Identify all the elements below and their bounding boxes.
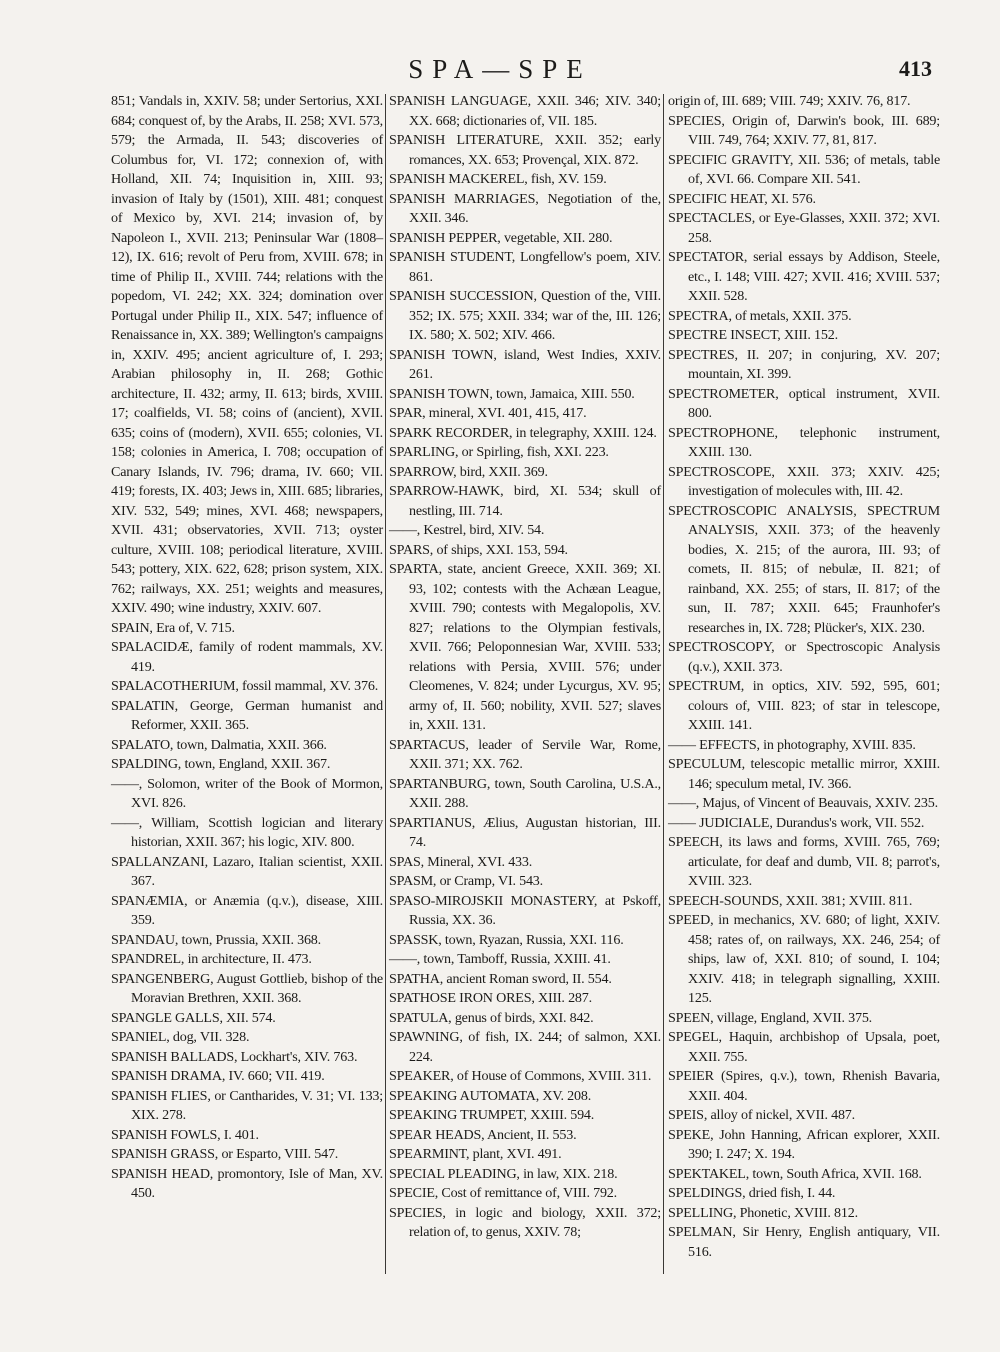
index-entry: SPARLING, or Spirling, fish, XXI. 223.	[389, 444, 609, 460]
index-entry: SPECTRE INSECT, XIII. 152.	[668, 327, 838, 343]
index-entry: SPEAKING TRUMPET, XXIII. 594.	[389, 1107, 595, 1123]
index-entry: SPECIES, Origin of, Darwin's book, III. 689; VIII. 749, 764; XXIV. 77, 81, 817.	[668, 112, 940, 148]
index-entry: SPEKE, John Hanning, African explorer, XXII. 390; I. 247; X. 194.	[668, 1126, 940, 1162]
index-entry: SPANGLE GALLS, XII. 574.	[111, 1009, 276, 1026]
index-entry: SPANISH TOWN, island, West Indies, XXIV. 261.	[389, 346, 661, 382]
index-entry: SPARS, of ships, XXI. 153, 594.	[389, 541, 568, 558]
index-entry: SPANISH BALLADS, Lockhart's, XIV. 763.	[111, 1048, 358, 1065]
index-entry: SPASSK, town, Ryazan, Russia, XXI. 116.	[389, 931, 624, 948]
index-entry: origin of, III. 689; VIII. 749; XXIV. 76, 817.	[668, 93, 911, 109]
index-entry: SPANISH SUCCESSION, Question of the, VIII. 352; IX. 575; XXII. 334; war of the, III. 126; IX. 580; X. 502; XIV. 466.	[389, 288, 661, 343]
index-entry: SPECTROSCOPY, or Spectroscopic Analysis (q.v.), XXII. 373.	[668, 639, 940, 675]
index-entry: SPECIES, in logic and biology, XXII. 372; relation of, to genus, XXIV. 78;	[389, 1204, 661, 1240]
index-entry: SPANISH HEAD, promontory, Isle of Man, XV. 450.	[111, 1165, 383, 1201]
index-entry: SPELLING, Phonetic, XVIII. 812.	[668, 1204, 858, 1221]
index-entry: SPANISH PEPPER, vegetable, XII. 280.	[389, 229, 613, 246]
index-entry: SPARROW-HAWK, bird, XI. 534; skull of nestling, III. 714.	[389, 483, 661, 519]
index-entry: SPALATIN, George, German humanist and Reformer, XXII. 365.	[111, 697, 383, 733]
index-entry: SPANISH LANGUAGE, XXII. 346; XIV. 340; XX. 668; dictionaries of, VII. 185.	[389, 93, 661, 129]
index-entry: SPECTRES, II. 207; in conjuring, XV. 207; mountain, XI. 399.	[668, 346, 940, 382]
index-entry: SPANGENBERG, August Gottlieb, bishop of the Moravian Brethren, XXII. 368.	[111, 970, 383, 1006]
index-entry: SPALLANZANI, Lazaro, Italian scientist, XXII. 367.	[111, 853, 383, 889]
page-number: 413	[899, 56, 932, 81]
index-entry: SPECIFIC HEAT, XI. 576.	[668, 190, 816, 207]
index-entry: SPATHA, ancient Roman sword, II. 554.	[389, 970, 612, 987]
index-entry: SPAWNING, of fish, IX. 244; of salmon, XXI. 224.	[389, 1029, 661, 1065]
index-entry: SPECULUM, telescopic metallic mirror, XXIII. 146; speculum metal, IV. 366.	[668, 756, 940, 792]
index-entry: SPALACOTHERIUM, fossil mammal, XV. 376.	[111, 678, 379, 694]
index-entry: SPANÆMIA, or Anæmia (q.v.), disease, XIII. 359.	[111, 892, 383, 928]
index-entry: SPARTIANUS, Ælius, Augustan historian, III. 74.	[389, 814, 661, 850]
index-entry: SPECTACLES, or Eye-Glasses, XXII. 372; XVI. 258.	[668, 210, 940, 246]
index-entry: SPEIS, alloy of nickel, XVII. 487.	[668, 1107, 855, 1123]
index-entry: SPASM, or Cramp, VI. 543.	[389, 873, 543, 889]
page-header	[0, 54, 1000, 88]
index-entry: SPANISH MARRIAGES, Negotiation of the, XXII. 346.	[389, 190, 661, 226]
index-entry: SPALDING, town, England, XXII. 367.	[111, 756, 331, 772]
index-entry: SPELMAN, Sir Henry, English antiquary, VII. 516.	[668, 1224, 940, 1260]
index-entry: SPEECH, its laws and forms, XVIII. 765, 769; articulate, for deaf and dumb, VII. 8; parrot's, XVIII. 323.	[668, 834, 940, 889]
index-entry: SPARTA, state, ancient Greece, XXII. 369; XI. 93, 102; contests with the Achæan League, XVIII. 790; contests with Megalopolis, XV. 827; relations to the Olympian festivals, XVII. 766; Peloponnesian War, XVIII. 533; relations with Persia, XVIII. 576; under Cleomenes, V. 824; under Lycurgus, XV. 95; army of, II. 560; nobility, XVII. 527; slaves in, XXII. 131.	[389, 561, 661, 733]
index-entry: SPECTROSCOPIC ANALYSIS, SPECTRUM ANALYSIS, XXII. 373; of the heavenly bodies, X. 215; of the aurora, III. 93; of comets, II. 815; of nebulæ, II. 821; of rainband, XX. 255; of stars, II. 817; of the sun, II. 787; XXII. 645; Fraunhofer's researches in, IX. 728; Plücker's, XIX. 230.	[668, 502, 940, 636]
index-entry: SPECTATOR, serial essays by Addison, Steele, etc., I. 148; VIII. 427; XVII. 416; XVIII. 537; XXII. 528.	[668, 249, 940, 304]
index-entry: SPECTRUM, in optics, XIV. 592, 595, 601; colours of, VIII. 823; of star in telescope, XXIII. 141.	[668, 678, 940, 733]
index-entry: SPANISH GRASS, or Esparto, VIII. 547.	[111, 1146, 339, 1162]
index-column-3	[668, 92, 940, 1262]
index-entry: SPEARMINT, plant, XVI. 491.	[389, 1146, 562, 1162]
index-entry: ——, Kestrel, bird, XIV. 54.	[389, 522, 545, 538]
index-entry: SPEEN, village, England, XVII. 375.	[668, 1009, 872, 1026]
index-entry: SPANDREL, in architecture, II. 473.	[111, 951, 312, 967]
index-entry: SPARTANBURG, town, South Carolina, U.S.A., XXII. 288.	[389, 775, 661, 811]
index-entry: SPANISH DRAMA, IV. 660; VII. 419.	[111, 1068, 325, 1084]
index-entry: SPEAR HEADS, Ancient, II. 553.	[389, 1126, 577, 1143]
index-entry: —— JUDICIALE, Durandus's work, VII. 552.	[668, 814, 925, 831]
index-entry: SPANDAU, town, Prussia, XXII. 368.	[111, 931, 321, 948]
index-entry: SPAR, mineral, XVI. 401, 415, 417.	[389, 405, 587, 421]
index-entry: SPEKTAKEL, town, South Africa, XVII. 168.	[668, 1165, 922, 1182]
index-entry: SPASO-MIROJSKII MONASTERY, at Pskoff, Russia, XX. 36.	[389, 892, 661, 928]
index-entry: ——, Solomon, writer of the Book of Mormon, XVI. 826.	[111, 775, 383, 811]
index-entry: SPATULA, genus of birds, XXI. 842.	[389, 1009, 594, 1026]
column-divider	[663, 94, 664, 1274]
index-column-2	[389, 92, 661, 1243]
index-entry: SPECTROMETER, optical instrument, XVII. 800.	[668, 385, 940, 421]
index-entry: SPEECH-SOUNDS, XXII. 381; XVIII. 811.	[668, 892, 913, 909]
index-entry: SPANISH LITERATURE, XXII. 352; early romances, XX. 653; Provençal, XIX. 872.	[389, 132, 661, 168]
index-entry: SPARROW, bird, XXII. 369.	[389, 463, 548, 480]
index-entry: SPEIER (Spires, q.v.), town, Rhenish Bavaria, XXII. 404.	[668, 1068, 940, 1104]
index-entry: SPECIE, Cost of remittance of, VIII. 792.	[389, 1185, 617, 1201]
index-entry: SPARK RECORDER, in telegraphy, XXIII. 124.	[389, 424, 657, 441]
index-entry: SPECIFIC GRAVITY, XII. 536; of metals, table of, XVI. 66. Compare XII. 541.	[668, 151, 940, 187]
index-entry: SPECTROSCOPE, XXII. 373; XXIV. 425; investigation of molecules with, III. 42.	[668, 463, 940, 499]
index-entry: SPANISH FOWLS, I. 401.	[111, 1126, 259, 1143]
index-entry: SPELDINGS, dried fish, I. 44.	[668, 1185, 836, 1201]
index-entry: ——, William, Scottish logician and literary historian, XXII. 367; his logic, XIV. 800.	[111, 814, 383, 850]
index-entry: SPANISH FLIES, or Cantharides, V. 31; VI. 133; XIX. 278.	[111, 1087, 383, 1123]
index-entry: SPAIN, Era of, V. 715.	[111, 619, 235, 636]
index-column-1	[111, 92, 383, 1204]
column-divider	[385, 94, 386, 1274]
index-entry: SPEED, in mechanics, XV. 680; of light, XXIV. 458; rates of, on railways, XX. 246, 254; of ships, law of, XXI. 810; of sound, I. 104; XXIV. 418; in telegraph signalling, XXIII. 125.	[668, 912, 940, 1006]
index-entry: SPECTROPHONE, telephonic instrument, XXIII. 130.	[668, 424, 940, 460]
index-entry: SPECTRA, of metals, XXII. 375.	[668, 307, 852, 324]
index-entry: SPANISH TOWN, town, Jamaica, XIII. 550.	[389, 385, 635, 402]
index-entry: SPEAKING AUTOMATA, XV. 208.	[389, 1087, 592, 1104]
index-entry: SPAS, Mineral, XVI. 433.	[389, 853, 533, 870]
index-entry: SPANIEL, dog, VII. 328.	[111, 1029, 250, 1045]
index-entry: SPANISH STUDENT, Longfellow's poem, XIV. 861.	[389, 249, 661, 285]
index-entry: ——, Majus, of Vincent of Beauvais, XXIV. 235.	[668, 795, 938, 811]
index-entry: SPATHOSE IRON ORES, XIII. 287.	[389, 990, 592, 1006]
index-entry: SPEAKER, of House of Commons, XVIII. 311.	[389, 1068, 652, 1084]
index-entry: SPARTACUS, leader of Servile War, Rome, XXII. 371; XX. 762.	[389, 736, 661, 772]
index-entry: ——, town, Tamboff, Russia, XXIII. 41.	[389, 951, 611, 967]
index-entry: SPANISH MACKEREL, fish, XV. 159.	[389, 171, 607, 187]
running-head: SPA—SPE	[408, 54, 592, 84]
index-entry: SPECIAL PLEADING, in law, XIX. 218.	[389, 1165, 618, 1182]
index-entry: SPALATO, town, Dalmatia, XXII. 366.	[111, 736, 327, 753]
index-entry: —— EFFECTS, in photography, XVIII. 835.	[668, 736, 916, 753]
index-entry: SPEGEL, Haquin, archbishop of Upsala, poet, XXII. 755.	[668, 1029, 940, 1065]
index-entry: 851; Vandals in, XXIV. 58; under Sertorius, XXI. 684; conquest of, by the Arabs, II. 258; XVI. 573, 579; the Armada, II. 543; discoveries of Columbus for, VI. 172; connexion of, with Holland, XII. 74; Inquisition in, XIII. 93; invasion of Italy by (1501), XIII. 481; conquest of Mexico by, XVI. 214; invasion of, by Napoleon I., XVII. 213; Peninsular War (1808–12), IX. 616; revolt of Peru from, XVIII. 678; in time of Philip II., XVIII. 744; relations with the popedom, VI. 242; XX. 324; domination over Portugal under Philip II., XIX. 547; influence of Renaissance in, XX. 389; Wellington's campaigns in, XXIV. 495; ancient agriculture of, I. 293; Arabian philosophy in, II. 268; Gothic architecture, II. 432; army, II. 613; birds, XVIII. 17; coalfields, VI. 58; coins of (ancient), XVII. 635; coins of (modern), XVII. 655; colonies, VI. 158; colonies in America, I. 708; occupation of Canary Islands, IV. 796; drama, IV. 660; VII. 419; forests, IX. 403; Jews in, XIII. 685; libraries, XIV. 532, 549; mines, XVI. 468; newspapers, XVII. 431; observatories, XVII. 713; oyster culture, XVIII. 108; periodical literature, XVIII. 543; pottery, XIX. 622, 628; prison system, XIX. 762; railways, XX. 251; weights and measures, XXIV. 490; wine industry, XXIV. 607.	[111, 93, 383, 616]
index-entry: SPALACIDÆ, family of rodent mammals, XV. 419.	[111, 639, 383, 675]
